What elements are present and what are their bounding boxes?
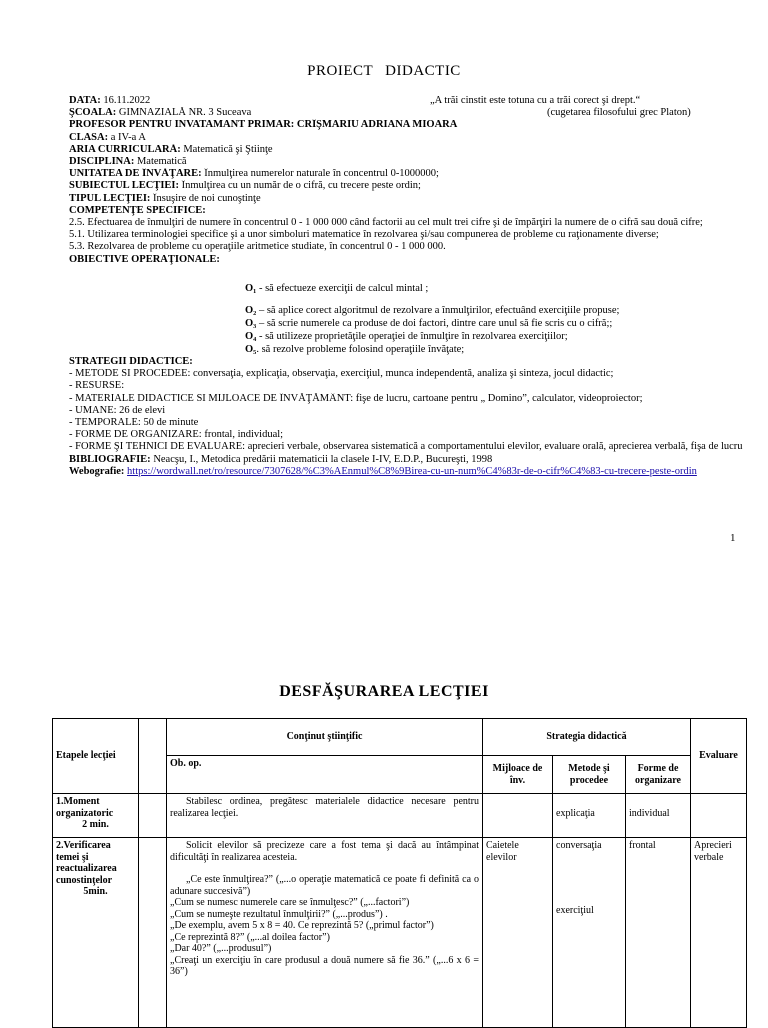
col-header-metode: Metode şi procedee — [553, 756, 626, 794]
objective-code: O₁ — [245, 283, 257, 294]
lesson-header — [69, 95, 749, 266]
table-row — [53, 794, 747, 838]
objective-code: O₅ — [245, 344, 257, 355]
content-paragraph: „Dar 40?” („...produsul”) — [170, 943, 272, 954]
stage-cell — [53, 838, 139, 1028]
col-header-ob — [139, 719, 167, 794]
webography-line — [69, 466, 749, 478]
class-line — [69, 132, 749, 144]
col-header-ob-label: Ob. op. — [170, 758, 202, 769]
content-paragraph: „Ce reprezintă 8?” („...al doilea factor”) — [170, 931, 330, 943]
strategy-item: - UMANE: 26 de elevi — [69, 404, 166, 416]
competence-item: 5.1. Utilizarea terminologiei specifice şi a unor simboluri matematice în rezolvarea şi/sau compunerea de probleme cu raţionamente diverse; — [69, 229, 659, 241]
method-item: conversaţia — [556, 840, 602, 851]
content-paragraph: „Creaţi un exerciţiu în care produsul a două numere să fie 36.” („...6 x 6 = 36”) — [170, 954, 479, 977]
objective-item — [245, 331, 568, 343]
objective-item — [245, 305, 619, 317]
objective-text: - să efectueze exerciţii de calcul mintal ; — [256, 283, 429, 294]
col-header-etapele: Etapele lecţiei — [53, 719, 139, 794]
lesson-type-line — [69, 193, 749, 205]
curricular-area-label: ARIA CURRICULARĂ: — [69, 143, 181, 155]
method-item: exerciţiul — [556, 904, 594, 916]
stage-duration: 5min. — [83, 886, 108, 897]
webography-link[interactable]: https://wordwall.net/ro/resource/7307628/%C3%AEnmul%C8%9Birea-cu-un-num%C4%83r-de-o-cifr%C4%83-cu-trecere-peste-ordin — [127, 465, 697, 477]
objective-text: - să utilizeze proprietăţile operaţiei de înmulţire în rezolvarea exerciţiilor; — [256, 331, 568, 342]
objective-cell — [139, 838, 167, 1028]
objective-item — [245, 283, 428, 295]
content-paragraph: „Ce este înmulţirea?” („...o operaţie matematică ce poate fi definită ca o adunare succesivă”) — [170, 874, 479, 897]
lesson-topic-line — [69, 180, 749, 192]
page-number: 1 — [730, 532, 736, 544]
subject-value: Matematică — [134, 156, 187, 168]
content-paragraph: „Cum se numesc numerele care se înmulţesc?” („...factori”) — [170, 897, 410, 908]
objective-cell — [139, 794, 167, 838]
lesson-flow-heading: DESFĂŞURAREA LECŢIEI — [279, 683, 489, 700]
objective-text: . să rezolve probleme folosind operaţiile învăţate; — [256, 344, 465, 355]
methods-cell — [553, 838, 626, 1028]
strategy-item: - FORME ŞI TEHNICI DE EVALUARE: aprecieri verbale, observarea sistematică a comportamentului elevilor, evaluare orală, aprecierea verbală, fişa de lucru — [69, 441, 743, 453]
stage-name: 2.Verificarea temei şi reactualizarea cunostinţelor — [56, 840, 117, 886]
stage-duration: 2 min. — [82, 819, 109, 830]
content-cell — [167, 838, 483, 1028]
objectives-label: OBIECTIVE OPERAŢIONALE: — [69, 253, 220, 265]
col-header-mijloace: Mijloace de înv. — [483, 756, 553, 794]
webography-label: Webografie: — [69, 465, 125, 477]
date-line — [69, 95, 749, 107]
strategies-label: STRATEGII DIDACTICE: — [69, 356, 193, 367]
subject-line — [69, 156, 749, 168]
bibliography-line — [69, 454, 749, 466]
content-paragraph: „Cum se numeşte rezultatul înmulţirii?” („...produs”) . — [170, 908, 388, 920]
table-row — [53, 838, 747, 1028]
bibliography-value: Neacşu, I., Metodica predării matematicii la clasele I-IV, E.D.P., Bucureşti, 1998 — [150, 453, 493, 465]
strategies-heading — [69, 356, 749, 368]
objective-text: – să scrie numerele ca produse de doi factori, dintre care unul să fie scris cu o cifră;; — [256, 318, 613, 329]
motto-line-2: (cugetarea filosofului grec Platon) — [547, 107, 691, 119]
strategy-item: - MATERIALE DIDACTICE SI MIJLOACE DE ÎNVĂŢĂMÂNT: fişe de lucru, cartoane pentru „ Domino”, calculator, videoproiector; — [69, 392, 643, 404]
objective-item — [245, 344, 464, 356]
class-value: a IV-a A — [108, 131, 146, 143]
means-cell — [483, 794, 553, 838]
forms-cell: frontal — [626, 838, 691, 1028]
col-header-ob-op — [167, 756, 483, 794]
evaluation-cell: Aprecieri verbale — [691, 838, 747, 1028]
col-header-strategia: Strategia didactică — [483, 719, 691, 756]
objectives-heading — [69, 254, 749, 266]
learning-unit-label: UNITATEA DE ÎNVĂŢARE: — [69, 168, 202, 180]
objective-code: O₂ — [245, 305, 257, 316]
objective-code: O₃ — [245, 318, 257, 329]
lesson-flow-table — [52, 718, 747, 1028]
teacher-label: PROFESOR PENTRU INVATAMANT PRIMAR: — [69, 119, 295, 131]
subject-label: DISCIPLINA: — [69, 156, 135, 168]
stage-name: 1.Moment organizatoric — [56, 796, 114, 819]
col-header-continut: Conţinut ştiinţific — [167, 719, 483, 756]
competence-item: 2.5. Efectuarea de înmulţiri de numere în concentrul 0 - 1 000 000 când factorii au cel mult trei cifre şi de împărţiri la numere de o cifră sau două cifre; — [69, 217, 703, 229]
objective-item — [245, 318, 612, 330]
learning-unit-line — [69, 168, 749, 180]
strategy-item: - FORME DE ORGANIZARE: frontal, individual; — [69, 429, 284, 441]
forms-cell — [626, 794, 691, 838]
competences-heading — [69, 205, 749, 217]
motto-line-1: „A trăi cinstit este totuna cu a trăi corect şi drept.“ — [430, 95, 641, 106]
date-value: 16.11.2022 — [100, 95, 151, 106]
school-label: ŞCOALA: — [69, 107, 117, 119]
lesson-type-label: TIPUL LECŢIEI: — [69, 192, 151, 204]
lesson-type-value: Însuşire de noi cunoştinţe — [150, 192, 261, 204]
competence-item: 5.3. Rezolvarea de probleme cu operaţiile aritmetice studiate, în concentrul 0 - 1 000 000. — [69, 241, 446, 253]
school-line — [69, 107, 749, 119]
content-cell — [167, 794, 483, 838]
school-value: GIMNAZIALĂ NR. 3 Suceava — [116, 107, 252, 119]
strategy-item: - TEMPORALE: 50 de minute — [69, 417, 199, 429]
lesson-topic-value: Înmulţirea cu un număr de o cifră, cu trecere peste ordin; — [179, 180, 421, 192]
content-paragraph: Solicit elevilor să precizeze care a fost tema şi dacă au întâmpinat dificultăţi în realizarea acesteia. — [170, 840, 479, 863]
content-paragraph: „De exemplu, avem 5 x 8 = 40. Ce reprezintă 5? („primul factor”) — [170, 920, 434, 931]
form-item: individual — [629, 808, 670, 819]
teacher-value: CRÎŞMARIU ADRIANA MIOARA — [294, 119, 458, 131]
teacher-line — [69, 119, 749, 131]
curricular-area-line — [69, 144, 749, 156]
stage-cell — [53, 794, 139, 838]
strategy-item: - METODE SI PROCEDEE: conversaţia, explicaţia, observaţia, exerciţiul, munca independentă, analiza şi sinteza, jocul didactic; — [69, 368, 614, 380]
method-item: explicaţia — [556, 808, 595, 819]
lesson-topic-label: SUBIECTUL LECŢIEI: — [69, 180, 179, 192]
class-label: CLASA: — [69, 131, 109, 143]
learning-unit-value: Înmulţirea numerelor naturale în concentrul 0-1000000; — [201, 168, 439, 180]
content-paragraph: Stabilesc ordinea, pregătesc materialele didactice necesare pentru realizarea lecţiei. — [170, 796, 479, 819]
date-label: DATA: — [69, 95, 101, 106]
col-header-evaluare: Evaluare — [691, 719, 747, 794]
page-title: PROIECT DIDACTIC — [307, 63, 461, 79]
competences-label: COMPETENŢE SPECIFICE: — [69, 204, 206, 216]
objective-text: – să aplice corect algoritmul de rezolvare a înmulţirilor, efectuând exerciţiile propuse; — [256, 305, 620, 316]
methods-cell — [553, 794, 626, 838]
strategy-item: - RESURSE: — [69, 380, 125, 392]
evaluation-cell — [691, 794, 747, 838]
means-cell: Caietele elevilor — [483, 838, 553, 1028]
col-header-forme: Forme de organizare — [626, 756, 691, 794]
strategies-section — [69, 356, 749, 478]
bibliography-label: BIBLIOGRAFIE: — [69, 453, 151, 465]
page-2 — [0, 600, 768, 1024]
objective-code: O₄ — [245, 331, 257, 342]
header-row — [53, 719, 747, 756]
curricular-area-value: Matematică şi Ştiinţe — [180, 143, 273, 155]
